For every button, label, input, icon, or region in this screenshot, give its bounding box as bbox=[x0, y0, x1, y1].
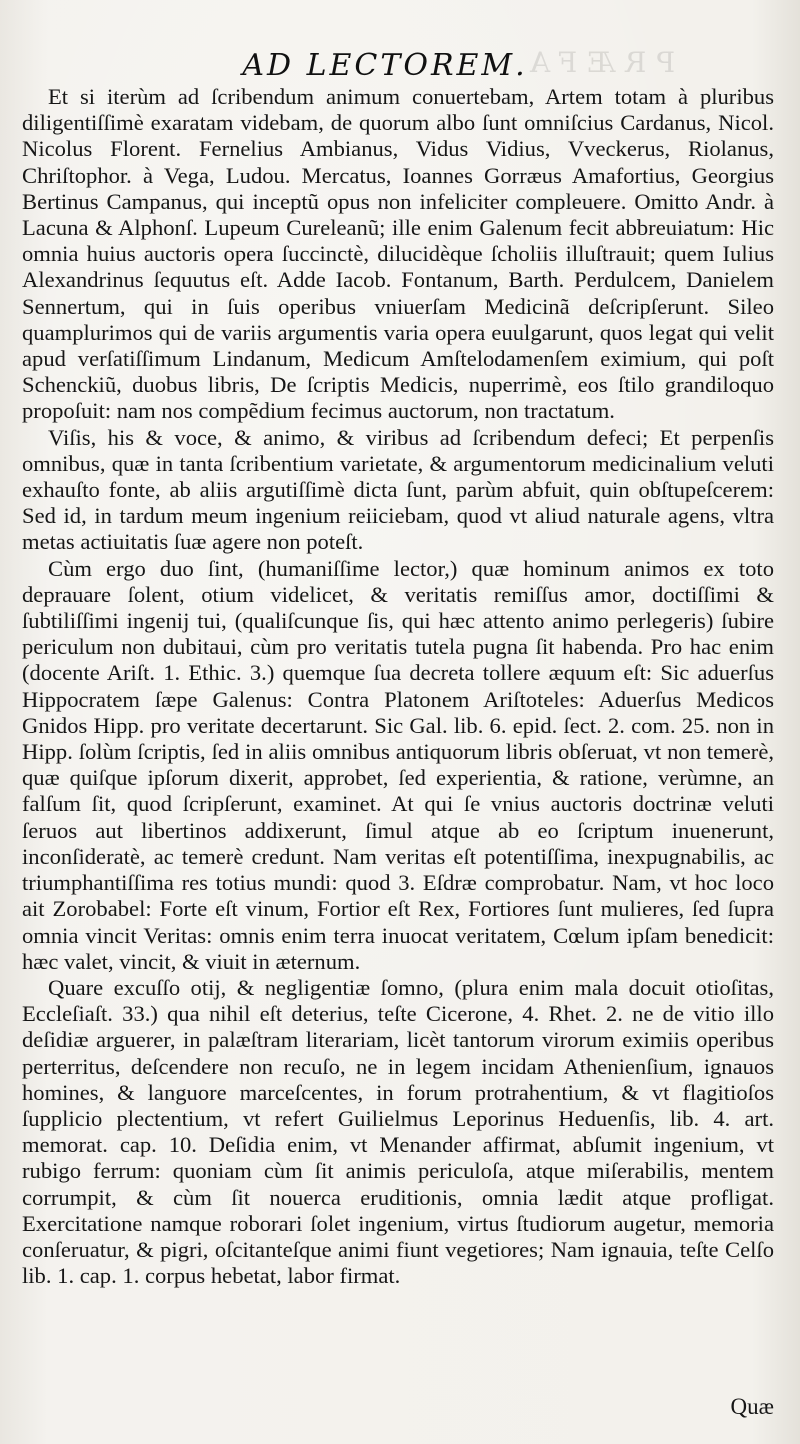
paragraph-2: Viſis, his & voce, & animo, & viribus ad ſcribendum defeci; Et perpenſis omnibus, quæ in tanta ſcribentium varietate, & argumentorum medicinalium veluti exhauſto fonte, ab aliis argutiſſimè dicta ſunt, parùm abfuit, quin obſtupeſcerem: Sed id, in tardum meum ingenium reiiciebam, quod vt aliud naturale agens, vltra metas actiuitatis ſuæ agere non poteſt. bbox=[22, 424, 774, 555]
catchword: Quæ bbox=[730, 1394, 774, 1419]
body-text bbox=[22, 84, 774, 1289]
paragraph-3: Cùm ergo duo ſint, (humaniſſime lector,) quæ hominum animos ex toto deprauare ſolent, otium videlicet, & veritatis remiſſus amor, doctiſſimi & ſubtiliſſimi ingenij tui, (qualiſcunque ſis, qui hæc attento animo perlegeris) ſubire periculum non dubitaui, cùm pro veritatis tutela pugna ſit habenda. Pro hac enim (docente Ariſt. 1. Ethic. 3.) quemque ſua decreta tollere æquum eſt: Sic aduerſus Hippocratem ſæpe Galenus: Contra Platonem Ariſtoteles: Aduerſus Medicos Gnidos Hipp. pro veritate decertarunt. Sic Gal. lib. 6. epid. ſect. 2. com. 25. non in Hipp. ſolùm ſcriptis, ſed in aliis omnibus antiquorum libris obſeruat, vt non temerè, quæ quiſque ipſorum dixerit, approbet, ſed experientia, & ratione, verùmne, an falſum ſit, quod ſcripſerunt, examinet. At qui ſe vnius auctoris doctrinæ veluti ſeruos aut libertinos addixerunt, ſimul atque ab eo ſcriptum inuenerunt, inconſideratè, ac temerè credunt. Nam veritas eſt potentiſſima, inexpugnabilis, ac triumphantiſſima res totius mundi: quod 3. Eſdræ comprobatur. Nam, vt hoc loco ait Zorobabel: Forte eſt vinum, Fortior eſt Rex, Fortiores ſunt mulieres, ſed ſupra omnia vincit Veritas: omnis enim terra inuocat veritatem, Cœlum ipſam benedicit: hæc valet, vincit, & viuit in æternum. bbox=[22, 555, 774, 974]
paragraph-1: Et si iterùm ad ſcribendum animum conuertebam, Artem totam à pluribus diligentiſſimè exaratam videbam, de quorum albo ſunt omniſcius Cardanus, Nicol. Nicolus Florent. Fernelius Ambianus, Vidus Vidius, Vveckerus, Riolanus, Chriſtophor. à Vega, Ludou. Mercatus, Ioannes Gorræus Amafortius, Georgius Bertinus Campanus, qui inceptũ opus non infeliciter compleuere. Omitto Andr. à Lacuna & Alphonſ. Lupeum Cureleanũ; ille enim Galenum fecit abbreuiatum: Hic omnia huius auctoris opera ſuccinctè, dilucidèque ſcholiis illuſtrauit; quem Iulius Alexandrinus ſequutus eſt. Adde Iacob. Fontanum, Barth. Perdulcem, Danielem Sennertum, qui in ſuis operibus vniuerſam Medicinã deſcripſerunt. Sileo quamplurimos qui de variis argumentis varia opera euulgarunt, quos legat qui velit apud verſatiſſimum Lindanum, Medicum Amſtelodamenſem eximium, qui poſt Schenckiũ, duobus libris, De ſcriptis Medicis, nuperrimè, eos ſtilo grandiloquo propoſuit: nam nos compẽdium fecimus auctorum, non tractatum. bbox=[22, 84, 774, 424]
bleed-through-text: PRÆFA bbox=[520, 46, 676, 79]
page-heading: AD LECTOREM. bbox=[242, 48, 528, 83]
paragraph-4: Quare excuſſo otij, & negligentiæ ſomno, (plura enim mala docuit otioſitas, Eccleſiaſt. 33.) qua nihil eſt deterius, teſte Cicerone, 4. Rhet. 2. ne de vitio illo deſidiæ arguerer, in palæſtram literariam, licèt tantorum virorum eximiis operibus perterritus, deſcendere non recuſo, ne in legem incidam Athenienſium, ignauos homines, & languore marceſcentes, in forum protrahentium, & vt flagitioſos ſupplicio plectentium, vt refert Guilielmus Leporinus Heduenſis, lib. 4. art. memorat. cap. 10. Deſidia enim, vt Menander affirmat, abſumit ingenium, vt rubigo ferrum: quoniam cùm ſit animis periculoſa, atque miſerabilis, mentem corrumpit, & cùm ſit nouerca eruditionis, omnia lædit atque profligat. Exercitatione namque roborari ſolet ingenium, virtus ſtudiorum augetur, memoria conſeruatur, & pigri, oſcitanteſque animi fiunt vegetiores; Nam ignauia, teſte Celſo lib. 1. cap. 1. corpus hebetat, labor firmat. bbox=[22, 974, 774, 1289]
